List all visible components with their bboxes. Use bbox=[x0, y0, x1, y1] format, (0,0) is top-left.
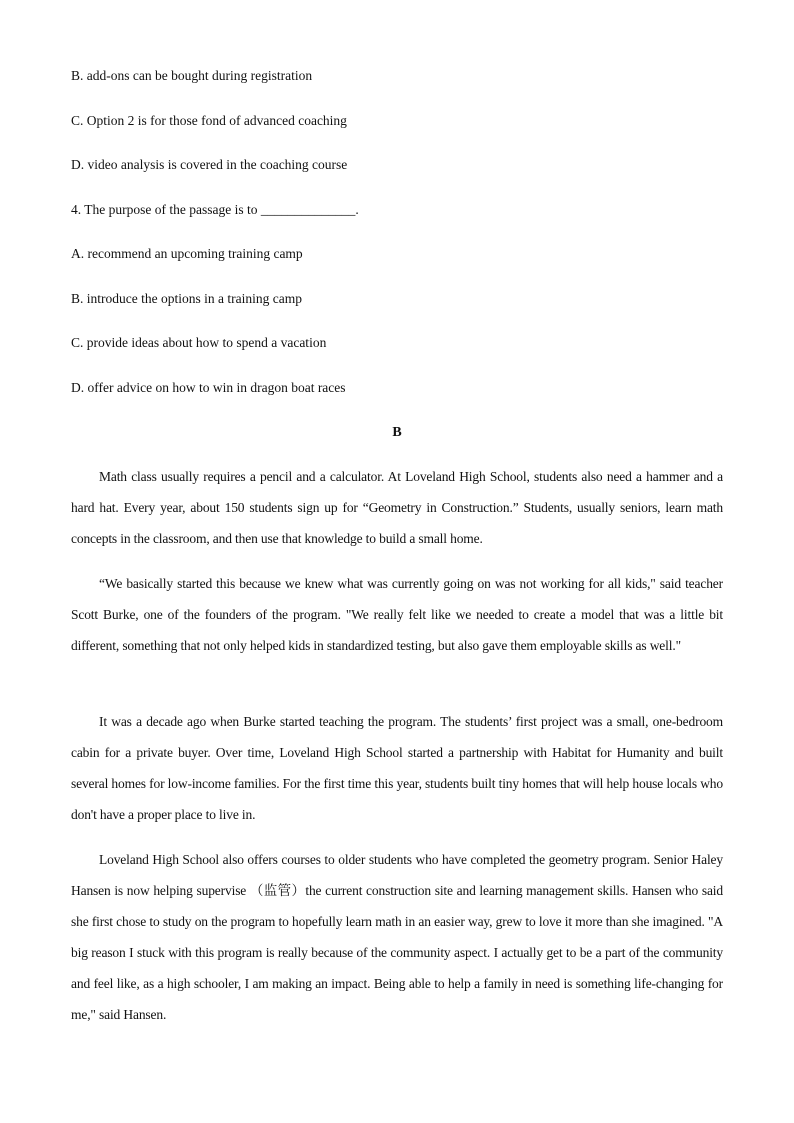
passage-paragraph-4: Loveland High School also offers courses to older students who have completed the geometry program. Senior Haley Hansen is now helping supervise （监管）the current construction site and learning management skills. Hansen who said she first chose to study on the program to hopefully learn math in an easier way, grew to love it more than she imagined. "A big reason I stuck with this program is really because of the community aspect. I actually get to be a part of the community and feel like, as a high schooler, I am making an impact. Being able to help a family in need is something life-changing for me," said Hansen. bbox=[71, 852, 723, 1022]
section-heading-b: B bbox=[392, 425, 402, 440]
passage-paragraph-2: “We basically started this because we knew what was currently going on was not working for all kids," said teacher Scott Burke, one of the founders of the program. "We really felt like we needed to create a model that was a little bit different, something that not only helped kids in standardized testing, but also gave them employable skills as well." bbox=[71, 576, 723, 653]
question-4-stem: 4. The purpose of the passage is to ______________. bbox=[71, 202, 359, 217]
question-4-option-b: B. introduce the options in a training camp bbox=[71, 291, 302, 306]
passage-paragraph-3: It was a decade ago when Burke started teaching the program. The students’ first project was a small, one-bedroom cabin for a private buyer. Over time, Loveland High School started a partnership with Habitat for Humanity and built several homes for low-income families. For the first time this year, students built tiny homes that will help house locals who don't have a proper place to live in. bbox=[71, 714, 723, 822]
question-3-option-d: D. video analysis is covered in the coaching course bbox=[71, 157, 348, 172]
question-4-option-c: C. provide ideas about how to spend a vacation bbox=[71, 335, 327, 350]
question-4-option-d: D. offer advice on how to win in dragon boat races bbox=[71, 380, 346, 395]
question-3-option-b: B. add-ons can be bought during registration bbox=[71, 68, 313, 83]
question-4-option-a: A. recommend an upcoming training camp bbox=[71, 246, 303, 261]
question-3-option-c: C. Option 2 is for those fond of advanced coaching bbox=[71, 113, 347, 128]
passage-paragraph-1: Math class usually requires a pencil and a calculator. At Loveland High School, students also need a hammer and a hard hat. Every year, about 150 students sign up for “Geometry in Construction.” Students, usually seniors, learn math concepts in the classroom, and then use that knowledge to build a small home. bbox=[71, 469, 723, 546]
